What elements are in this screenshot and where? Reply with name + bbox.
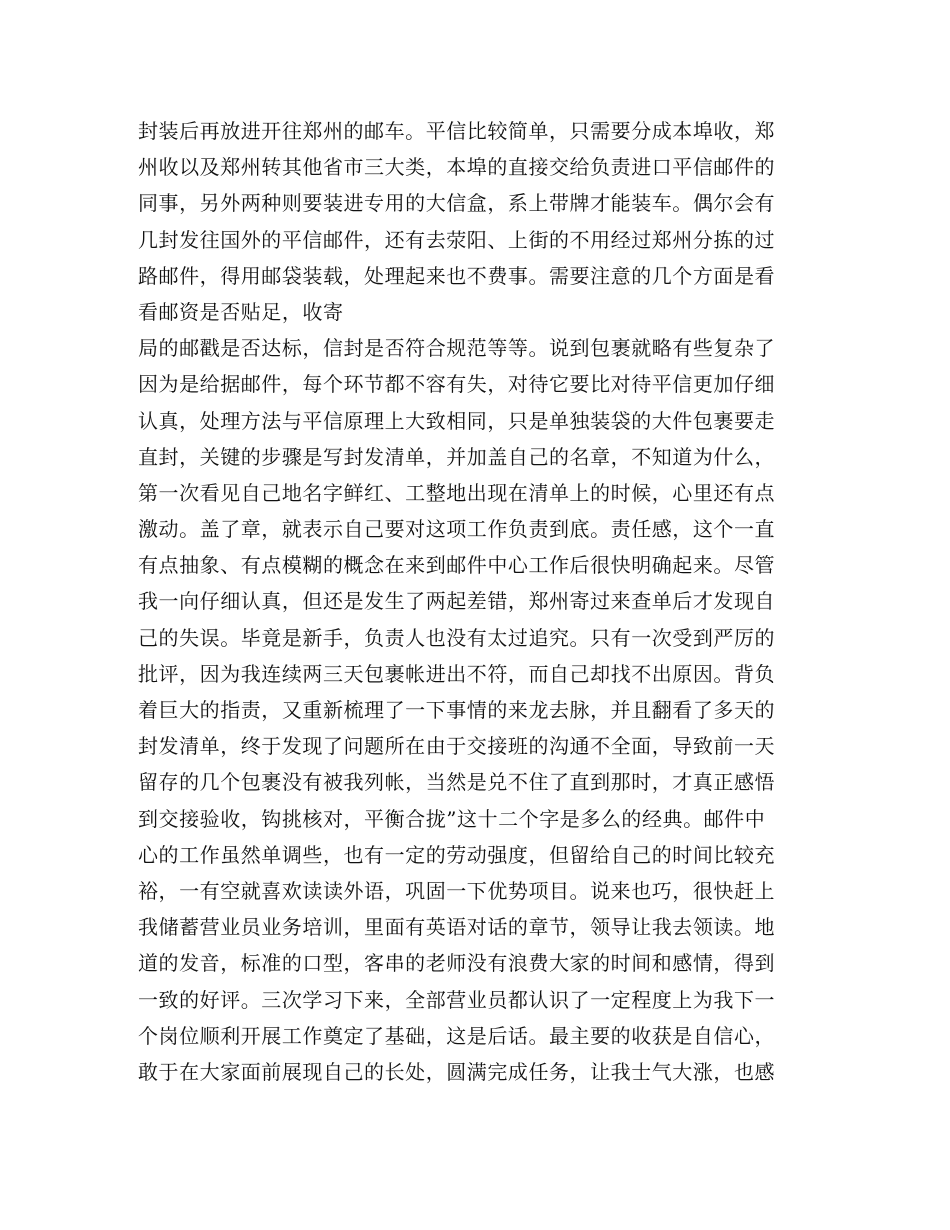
text-line: 封装后再放进开往郑州的邮车。平信比较简单，只需要分成本埠收，郑 (138, 119, 776, 143)
text-line: 认真，处理方法与平信原理上大致相同，只是单独装袋的大件包裹要走 (138, 408, 776, 433)
text-line: 几封发往国外的平信邮件，还有去荥阳、上街的不用经过郑州分拣的过 (138, 227, 776, 252)
text-line: 道的发音，标准的口型，客串的老师没有浪费大家的时间和感情，得到 (138, 951, 776, 976)
text-line: 看邮资是否贴足，收寄 (138, 299, 344, 324)
text-line: 一致的好评。三次学习下来，全部营业员都认识了一定程度上为我下一 (138, 987, 776, 1012)
text-line: 己的失误。毕竟是新手，负责人也没有太过追究。只有一次受到严厉的 (138, 625, 776, 650)
text-line: 同事，另外两种则要装进专用的大信盒，系上带牌才能装车。偶尔会有 (138, 191, 776, 216)
text-line: 留存的几个包裹没有被我列帐，当然是兑不住了直到那时，才真正感悟 (138, 770, 776, 795)
text-line: 第一次看见自己地名字鲜红、工整地出现在清单上的时候，心里还有点 (138, 480, 776, 505)
text-line: 裕，一有空就喜欢读读外语，巩固一下优势项目。说来也巧，很快赶上 (138, 878, 776, 903)
text-line: 我储蓄营业员业务培训，里面有英语对话的章节，领导让我去领读。地 (138, 915, 776, 940)
body-text (138, 113, 818, 1090)
text-line: 敢于在大家面前展现自己的长处，圆满完成任务，让我士气大涨，也感 (138, 1059, 776, 1084)
text-line: 批评，因为我连续两三天包裹帐进出不符，而自己却找不出原因。背负 (138, 661, 776, 686)
text-line: 心的工作虽然单调些，也有一定的劳动强度，但留给自己的时间比较充 (138, 842, 776, 867)
text-line: 封发清单，终于发现了问题所在由于交接班的沟通不全面，导致前一天 (138, 734, 776, 759)
text-line: 因为是给据邮件，每个环节都不容有失，对待它要比对待平信更加仔细 (138, 372, 776, 397)
text-line: 局的邮戳是否达标，信封是否符合规范等等。说到包裹就略有些复杂了 (138, 336, 776, 361)
text-line: 着巨大的指责，又重新梳理了一下事情的来龙去脉，并且翻看了多天的 (138, 698, 776, 722)
text-line: 我一向仔细认真，但还是发生了两起差错，郑州寄过来查单后才发现自 (138, 589, 776, 614)
text-line: 路邮件，得用邮袋装载，处理起来也不费事。需要注意的几个方面是看 (138, 263, 776, 288)
text-line: 直封，关键的步骤是写封发清单，并加盖自己的名章，不知道为什么， (138, 444, 776, 469)
text-line: 州收以及郑州转其他省市三大类，本埠的直接交给负责进口平信邮件的 (138, 155, 776, 180)
text-line: 有点抽象、有点模糊的概念在来到邮件中心工作后很快明确起来。尽管 (138, 553, 776, 578)
text-line: 激动。盖了章，就表示自己要对这项工作负责到底。责任感，这个一直 (138, 517, 776, 542)
text-line: 个岗位顺利开展工作奠定了基础，这是后话。最主要的收获是自信心， (138, 1023, 776, 1048)
text-line: 到交接验收，钩挑核对，平衡合拢”这十二个字是多么的经典。邮件中 (138, 806, 766, 831)
